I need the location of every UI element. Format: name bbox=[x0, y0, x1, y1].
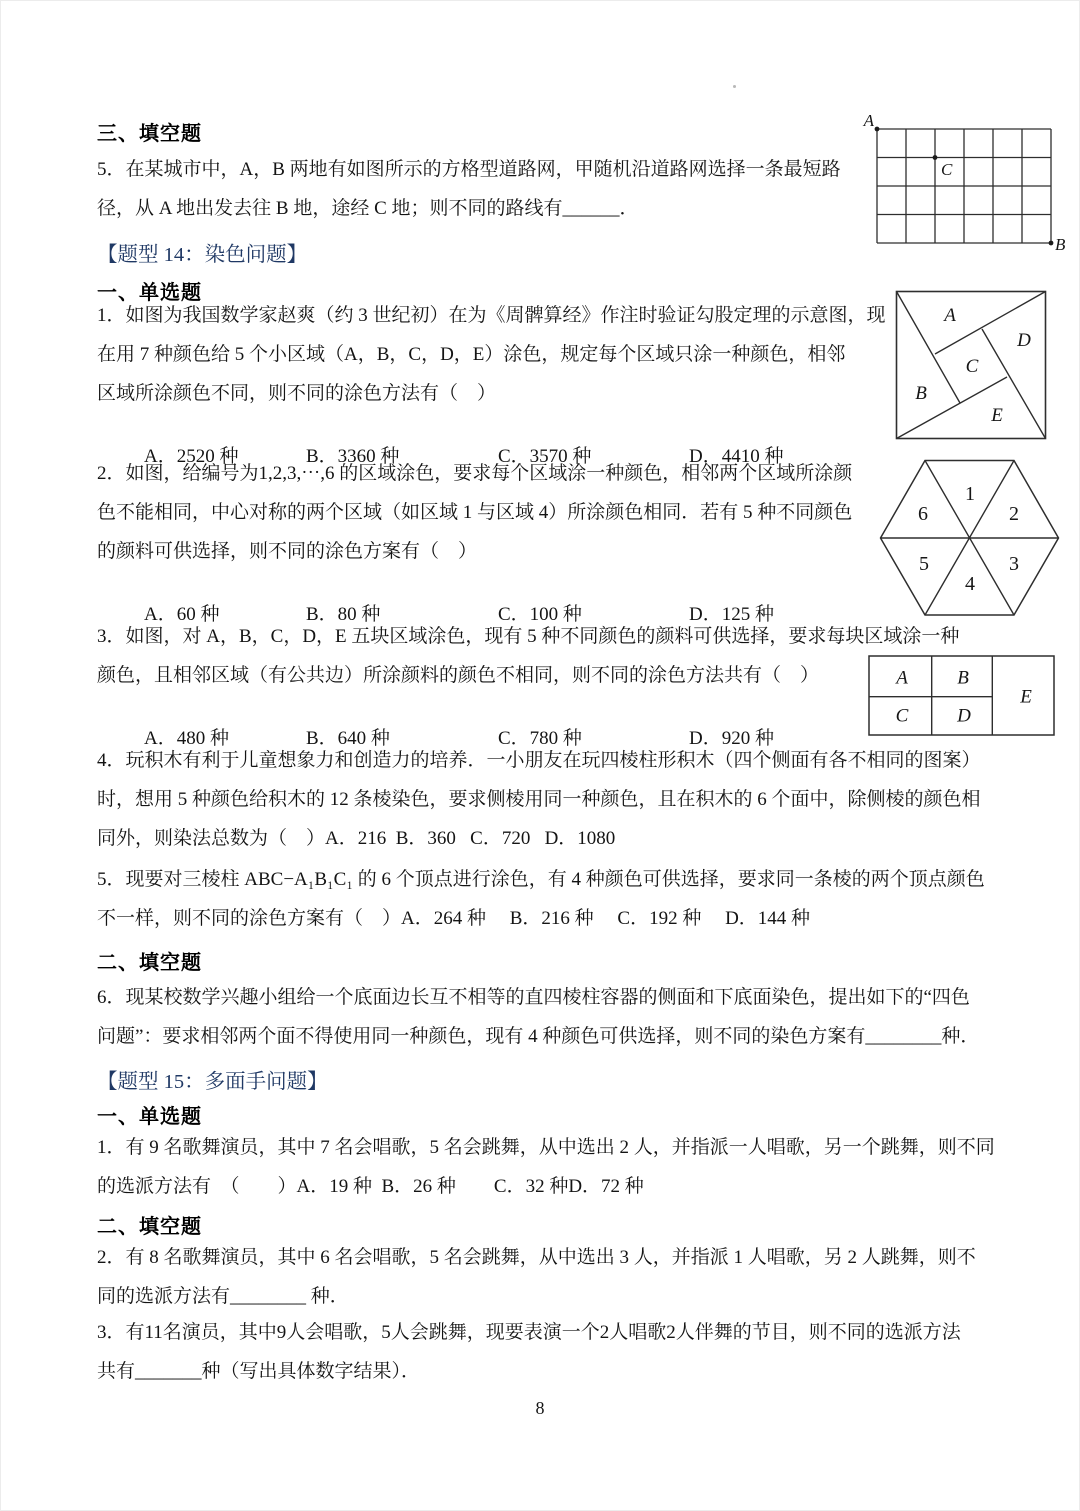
point-a-dot bbox=[875, 127, 880, 132]
option-d: D．920 种 bbox=[689, 728, 774, 749]
region-5-label: 5 bbox=[919, 553, 929, 575]
question-text-line: 区域所涂颜色不同，则不同的涂色方法有（ ） bbox=[97, 383, 497, 404]
option-d: D．125 种 bbox=[689, 604, 774, 625]
section-heading-fill-blank-2b: 二、填空题 bbox=[97, 1216, 202, 1238]
question-text-line: 同的选派方法有________ 种． bbox=[97, 1286, 349, 1307]
figure-grid-road-network bbox=[858, 112, 1070, 252]
region-2-label: 2 bbox=[1009, 503, 1019, 525]
cell-b-label: B bbox=[957, 667, 969, 689]
question-text-line: 6．现某校数学兴趣小组给一个底面边长互不相等的直四棱柱容器的侧面和下底面染色，提出如下的“四色 bbox=[97, 987, 970, 1008]
question-15-1 bbox=[97, 1128, 995, 1206]
label-a: A bbox=[863, 112, 874, 130]
question-text-line: 3．如图，对 A，B，C，D，E 五块区域涂色，现有 5 种不同颜色的颜料可供选择，要求每块区域涂一种 bbox=[97, 626, 960, 647]
point-c-dot bbox=[933, 155, 938, 160]
question-text-line: 的选派方法有 （ ）A．19 种 B．26 种 C．32 种D．72 种 bbox=[97, 1176, 644, 1197]
question-text-line: 的颜料可供选择，则不同的涂色方案有（ ） bbox=[97, 541, 478, 562]
page-number: 8 bbox=[535, 1398, 545, 1418]
question-text-line: 同外，则染法总数为（ ）A．216 B．360 C．720 D．1080 bbox=[97, 828, 616, 849]
question-15-3 bbox=[97, 1313, 961, 1391]
question-3-rect-regions bbox=[97, 617, 959, 695]
region-3-label: 3 bbox=[1009, 553, 1019, 575]
label-d: D bbox=[1017, 330, 1031, 351]
cell-c-label: C bbox=[895, 705, 909, 727]
option-b: B．640 种 bbox=[306, 728, 390, 749]
option-c: C．100 种 bbox=[498, 604, 582, 625]
section-heading-fill-blank-3: 三、填空题 bbox=[97, 123, 202, 145]
figure-rect-regions bbox=[867, 654, 1056, 737]
label-e: E bbox=[991, 405, 1003, 426]
cell-e-label: E bbox=[1020, 686, 1032, 708]
section-heading-fill-blank-2: 二、填空题 bbox=[97, 952, 202, 974]
point-b-dot bbox=[1049, 241, 1054, 246]
figure-hexagon-regions bbox=[878, 458, 1061, 617]
option-a: A．60 种 bbox=[144, 604, 220, 625]
figure-zhaoshuang-square bbox=[895, 290, 1047, 440]
question-text-line: 2．如图，给编号为1,2,3,⋯,6 的区域涂色，要求每个区域涂一种颜色，相邻两个区域所涂颜 bbox=[97, 463, 853, 484]
region-4-label: 4 bbox=[965, 573, 975, 595]
question-text-line: 径，从 A 地出发去往 B 地，途经 C 地；则不同的路线有______． bbox=[97, 198, 639, 219]
section-heading-single-choice-1: 一、单选题 bbox=[97, 282, 202, 304]
question-text-line: 5．现要对三棱柱 ABC−A₁B₁C₁ 的 6 个顶点进行涂色，有 4 种颜色可供选择，要求同一条棱的两个顶点颜色 bbox=[97, 869, 985, 890]
question-text-line: 共有_______种（写出具体数字结果）． bbox=[97, 1361, 421, 1382]
question-text-line: 1．如图为我国数学家赵爽（约 3 世纪初）在为《周髀算经》作注时验证勾股定理的示意图，现 bbox=[97, 305, 886, 326]
label-c: C bbox=[941, 160, 953, 179]
question-5-prism bbox=[97, 860, 985, 938]
question-6-four-color bbox=[97, 978, 979, 1056]
question-text-line: 2．有 8 名歌舞演员，其中 6 名会唱歌，5 名会跳舞，从中选出 3 人，并指派 1 人唱歌，另 2 人跳舞，则不 bbox=[97, 1247, 976, 1268]
question-text-line: 时，想用 5 种颜色给积木的 12 条棱染色，要求侧棱用同一种颜色，且在积木的 6 个面中，除侧棱的颜色相 bbox=[97, 789, 981, 810]
question-1-zhaoshuang bbox=[97, 296, 886, 413]
cell-a-label: A bbox=[896, 667, 908, 689]
question-4-blocks bbox=[97, 741, 981, 858]
topic-heading-14: 【题型 14：染色问题】 bbox=[97, 244, 308, 266]
region-6-label: 6 bbox=[918, 503, 928, 525]
section-heading-single-choice-2: 一、单选题 bbox=[97, 1106, 202, 1128]
question-text-line: 颜色，且相邻区域（有公共边）所涂颜料的颜色不相同，则不同的涂色方法共有（ ） bbox=[97, 665, 820, 686]
cell-d-label: D bbox=[957, 705, 971, 727]
question-5-road-grid bbox=[97, 150, 841, 228]
question-text-line: 在用 7 种颜色给 5 个小区域（A，B，C，D，E）涂色，规定每个区域只涂一种颜色，相邻 bbox=[97, 344, 846, 365]
question-2-hexagon bbox=[97, 454, 852, 571]
option-b: B．3360 种 bbox=[306, 446, 400, 467]
label-c: C bbox=[965, 356, 979, 377]
option-c: C．780 种 bbox=[498, 728, 582, 749]
label-b: B bbox=[1055, 235, 1066, 252]
option-d: D．4410 种 bbox=[689, 446, 784, 467]
option-b: B．80 种 bbox=[306, 604, 381, 625]
label-a: A bbox=[944, 305, 956, 326]
question-text-line: 4．玩积木有利于儿童想象力和创造力的培养．一小朋友在玩四棱柱形积木（四个侧面有各不相同的图案） bbox=[97, 750, 981, 771]
question-text-line: 问题”：要求相邻两个面不得使用同一种颜色，现有 4 种颜色可供选择，则不同的染色方案有________种． bbox=[97, 1026, 980, 1047]
option-a: A．2520 种 bbox=[144, 446, 239, 467]
option-c: C．3570 种 bbox=[498, 446, 592, 467]
scan-artifact-dot bbox=[733, 85, 736, 88]
question-15-2 bbox=[97, 1238, 976, 1316]
question-text-line: 3．有11名演员，其中9人会唱歌，5人会跳舞，现要表演一个2人唱歌2人伴舞的节目，则不同的选派方法 bbox=[97, 1322, 961, 1343]
question-text-line: 1．有 9 名歌舞演员，其中 7 名会唱歌，5 名会跳舞，从中选出 2 人，并指派一人唱歌，另一个跳舞，则不同 bbox=[97, 1137, 995, 1158]
question-text-line: 不一样，则不同的涂色方案有（ ）A．264 种 B．216 种 C．192 种 D．144 种 bbox=[97, 908, 811, 929]
region-1-label: 1 bbox=[965, 483, 975, 505]
question-text-line: 5．在某城市中，A，B 两地有如图所示的方格型道路网，甲随机沿道路网选择一条最短路 bbox=[97, 159, 841, 180]
topic-heading-15: 【题型 15：多面手问题】 bbox=[97, 1071, 328, 1093]
option-a: A．480 种 bbox=[144, 728, 229, 749]
question-text-line: 色不能相同，中心对称的两个区域（如区域 1 与区域 4）所涂颜色相同．若有 5 种不同颜色 bbox=[97, 502, 853, 523]
table-dividers bbox=[869, 656, 992, 735]
label-b: B bbox=[915, 383, 927, 404]
grid-lines bbox=[877, 129, 1051, 243]
